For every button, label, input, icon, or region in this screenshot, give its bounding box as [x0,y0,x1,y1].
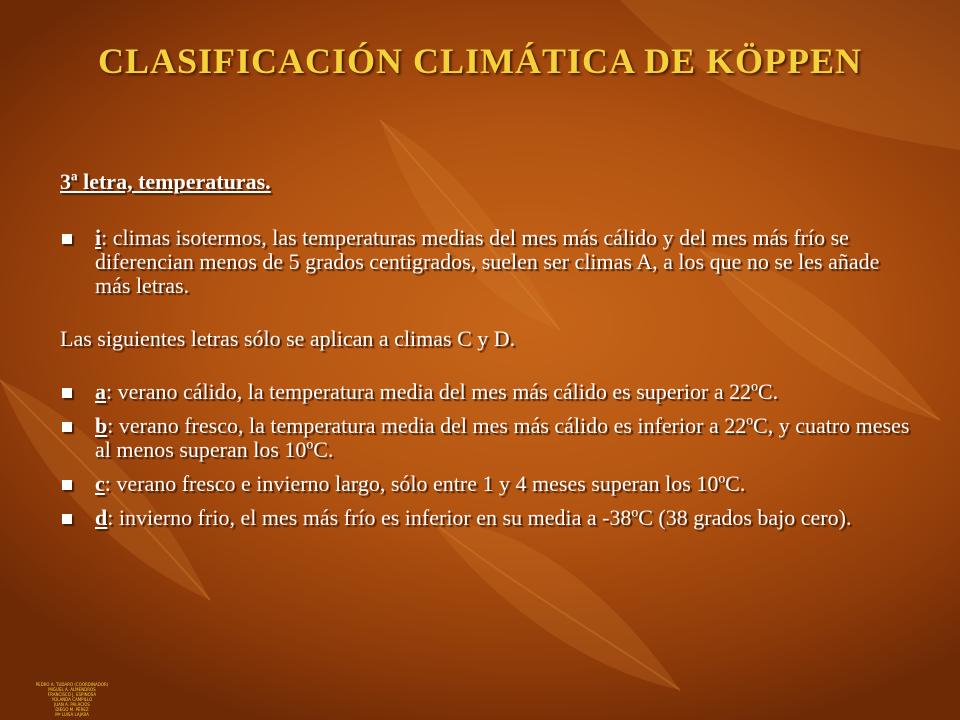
credit-line: FRANCISCO J. ESPINOSA [47,692,97,697]
slide-content [60,170,910,540]
credit-line: DIEGO M. PÉREZ [55,707,89,712]
list-item-text: : climas isotermos, las temperaturas medias del mes más cálido y del mes más frío se diferencian menos de 5 grados centigrados, suelen ser climas A, a los que no se les añade más letras. [95,225,880,298]
list-item-text: : invierno frio, el mes más frío es inferior en su media a -38ºC (38 grados bajo cero). [107,505,852,530]
list-item-text: : verano fresco e invierno largo, sólo entre 1 y 4 meses superan los 10ºC. [104,471,746,496]
list-item [60,506,910,530]
square-bullet-icon [62,422,72,432]
list-item [60,380,910,404]
climate-letter: a [95,379,106,404]
section-heading: 3ª letra, temperaturas. [60,169,271,194]
temperature-letter-list [60,380,910,530]
list-item-text: : verano fresco, la temperatura media del mes más cálido es inferior a 22ºC, y cuatro meses al menos superan los 10ºC. [95,413,910,462]
isotherm-list [60,226,910,298]
climate-letter: c [95,471,105,496]
list-item-text: : verano cálido, la temperatura media del mes más cálido es superior a 22ºC. [106,379,779,404]
square-bullet-icon [62,388,72,398]
slide-title: CLASIFICACIÓN CLIMÁTICA DE KÖPPEN [97,41,863,81]
author-credits [22,682,122,717]
list-item [60,226,910,298]
credit-line: MIGUEL A. ALMENDROS [48,687,96,692]
square-bullet-icon [62,480,72,490]
square-bullet-icon [62,514,72,524]
climate-letter: b [95,413,108,438]
list-item [60,414,910,462]
credit-line: JUAN A. PALACIOS [54,702,90,707]
credit-line: Mª LUISA LAJARA [55,712,89,717]
climate-letter: d [95,505,108,530]
climate-letter: i [95,225,102,250]
square-bullet-icon [62,234,72,244]
credit-line: YOLANDA CAMPILLO [51,697,93,702]
list-item [60,472,910,496]
note-text: Las siguientes letras sólo se aplican a climas C y D. [60,326,516,351]
credit-line: PEDRO A. TUDARO (COORDINADOR) [35,682,109,687]
